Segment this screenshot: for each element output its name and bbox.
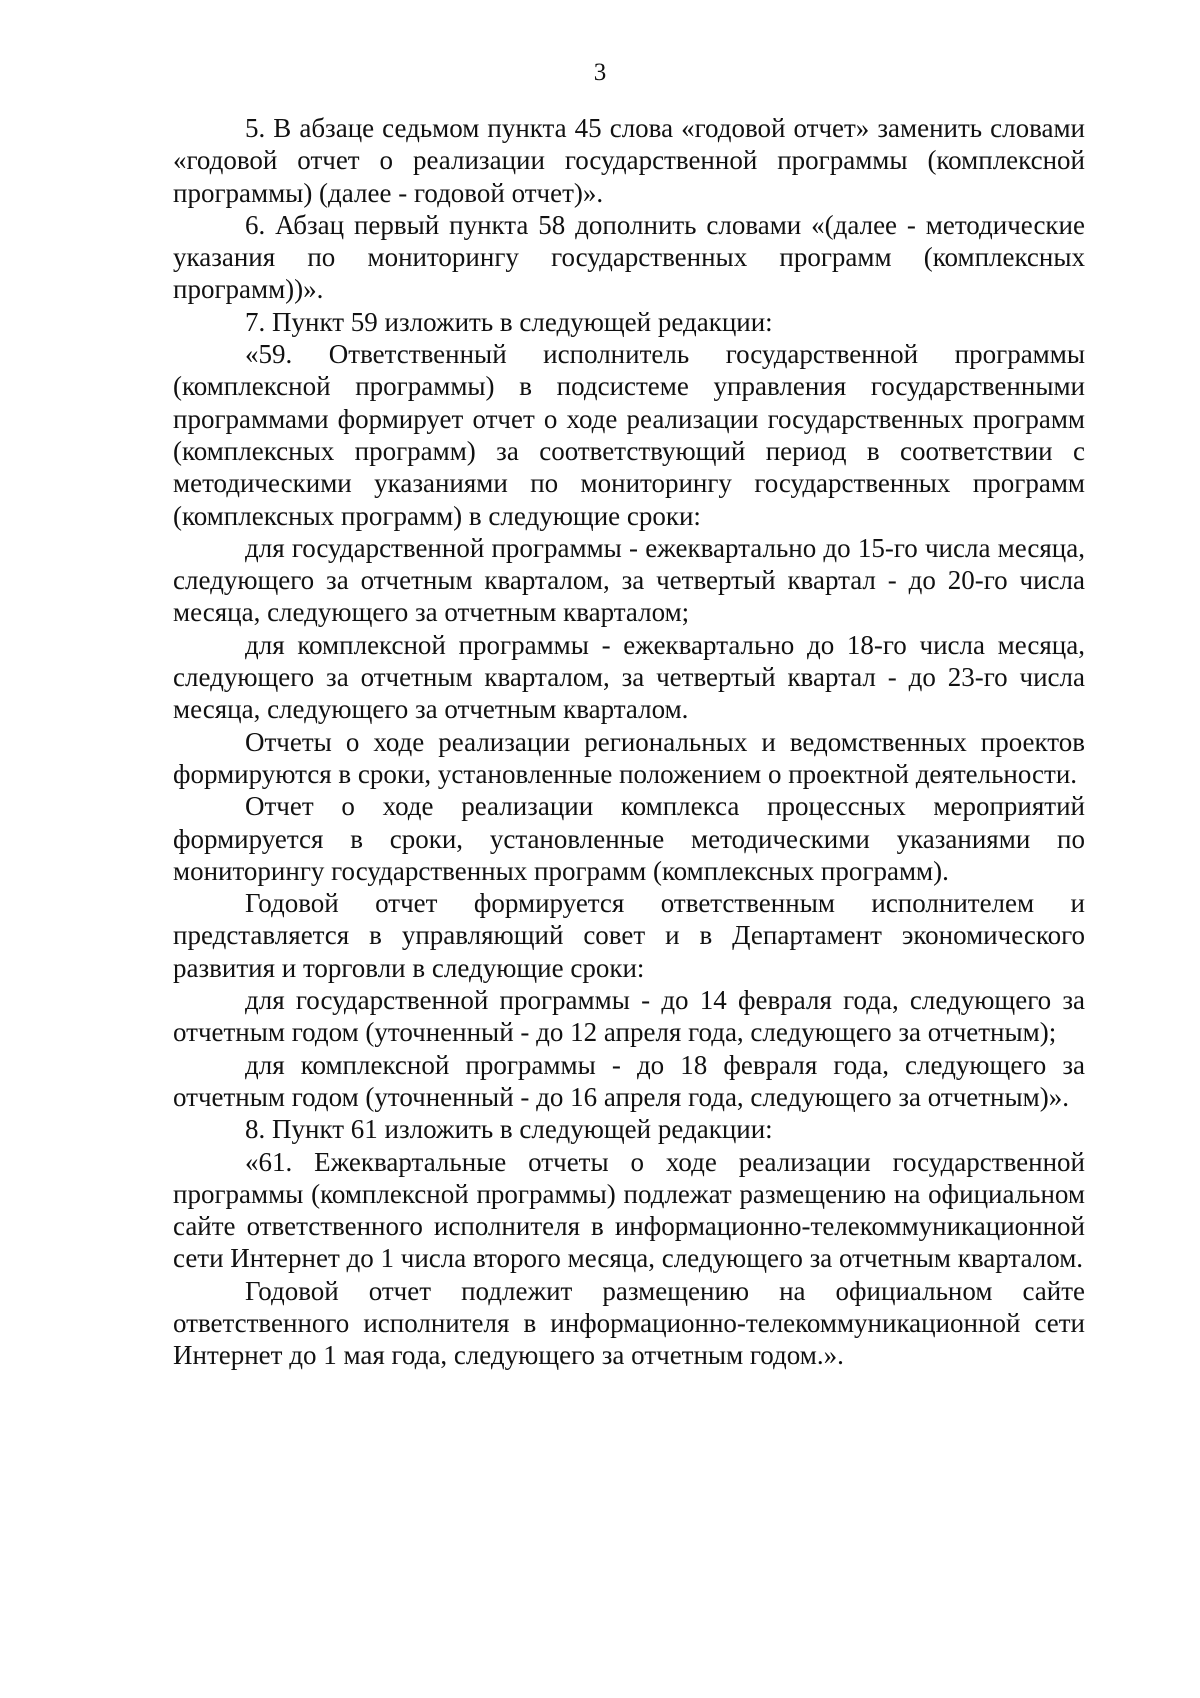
paragraph-annual-state-deadline: для государственной программы - до 14 февраля года, следующего за отчетным годом (уточненный - до 12 апреля года, следующего за отчетным); <box>173 985 1085 1048</box>
paragraph-process-measures-report: Отчет о ходе реализации комплекса процессных мероприятий формируется в сроки, установленные методическими указаниями по мониторингу государственных программ (комплексных программ). <box>173 791 1085 886</box>
paragraph-amendment-6: 6. Абзац первый пункта 58 дополнить словами «(далее - методические указания по мониторингу государственных программ (комплексных программ))». <box>173 209 1085 305</box>
paragraph-annual-report: Годовой отчет формируется ответственным исполнителем и представляется в управляющий совет и в Департамент экономического развития и торговли в следующие сроки: <box>173 888 1085 983</box>
paragraph-item-59: «59. Ответственный исполнитель государственной программы (комплексной программы) в подсистеме управления государственными программами формирует отчет о ходе реализации государственных программ (комплексных программ) за соответствующий период в соответствии с методическими указаниями по мониторингу государственных программ (комплексных программ) в следующие сроки: <box>173 339 1085 531</box>
document-body <box>173 112 1085 1372</box>
page-number: 3 <box>593 59 607 86</box>
paragraph-annual-publication: Годовой отчет подлежит размещению на официальном сайте ответственного исполнителя в информационно-телекоммуникационной сети Интернет до 1 мая года, следующего за отчетным годом.». <box>173 1275 1085 1371</box>
paragraph-complex-program-deadline: для комплексной программы - ежеквартально до 18-го числа месяца, следующего за отчетным кварталом, за четвертый квартал - до 23-го числа месяца, следующего за отчетным кварталом. <box>173 629 1085 725</box>
paragraph-annual-complex-deadline: для комплексной программы - до 18 февраля года, следующего за отчетным годом (уточненный - до 16 апреля года, следующего за отчетным)». <box>173 1049 1085 1112</box>
paragraph-item-61: «61. Ежеквартальные отчеты о ходе реализации государственной программы (комплексной программы) подлежат размещению на официальном сайте ответственного исполнителя в информационно-телекоммуникационной сети Интернет до 1 числа второго месяца, следующего за отчетным кварталом. <box>173 1146 1085 1274</box>
paragraph-amendment-8: 8. Пункт 61 изложить в следующей редакции: <box>245 1114 773 1145</box>
paragraph-amendment-7: 7. Пункт 59 изложить в следующей редакции: <box>245 306 773 337</box>
paragraph-projects-reports: Отчеты о ходе реализации региональных и ведомственных проектов формируются в сроки, установленные положением о проектной деятельности. <box>173 726 1085 789</box>
paragraph-state-program-deadline: для государственной программы - ежеквартально до 15-го числа месяца, следующего за отчетным кварталом, за четвертый квартал - до 20-го числа месяца, следующего за отчетным кварталом; <box>173 532 1085 628</box>
paragraph-amendment-5: 5. В абзаце седьмом пункта 45 слова «годовой отчет» заменить словами «годовой отчет о реализации государственной программы (комплексной программы) (далее - годовой отчет)». <box>173 113 1085 208</box>
